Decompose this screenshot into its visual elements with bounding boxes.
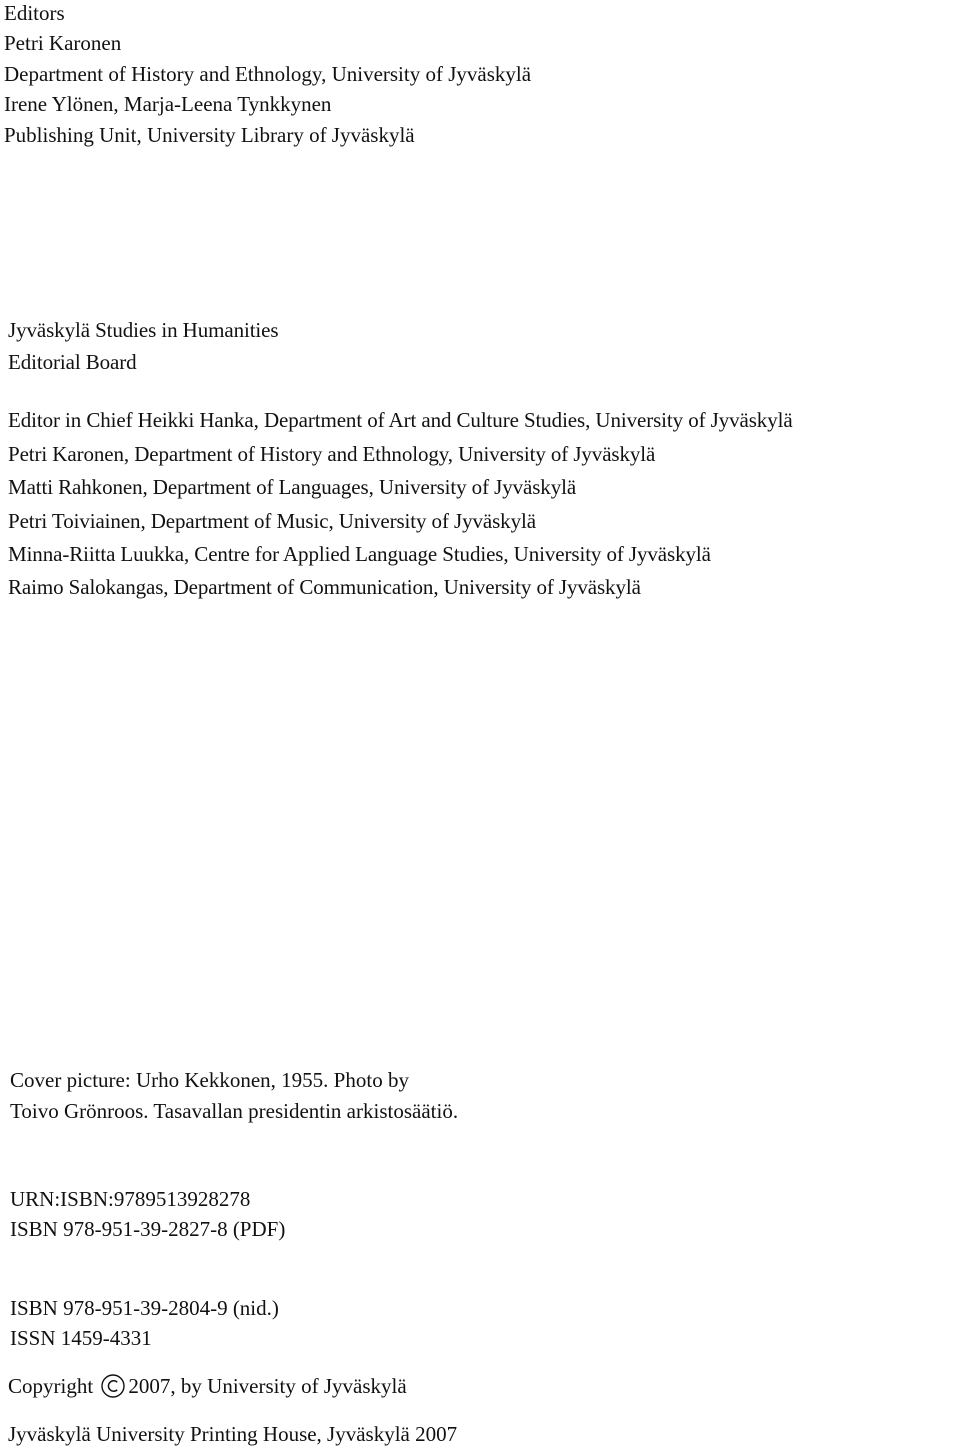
editor-line: Department of History and Ethnology, University of Jyväskylä [4,62,532,86]
urn-isbn: URN:ISBN:9789513928278 [10,1187,251,1211]
isbn-print: ISBN 978-951-39-2804-9 (nid.) [10,1296,279,1320]
editor-line: Irene Ylönen, Marja-Leena Tynkkynen [4,92,332,116]
board-member: Matti Rahkonen, Department of Languages, University of Jyväskylä [8,475,577,499]
copyright-line [8,1373,407,1399]
printer-line [8,1421,457,1447]
copyright-holder: , by University of Jyväskylä [170,1374,407,1398]
board-member: Raimo Salokangas, Department of Communication, University of Jyväskylä [8,575,641,599]
cover-credit-line: Toivo Grönroos. Tasavallan presidentin arkistosäätiö. [10,1099,459,1123]
editor-line: Petri Karonen [4,31,122,55]
editor-line: Publishing Unit, University Library of Jyväskylä [4,123,415,147]
editors-heading: Editors [4,1,65,25]
isbn-pdf: ISBN 978-951-39-2827-8 (PDF) [10,1217,286,1241]
copyright-icon [100,1373,126,1399]
copyright-year: 2007 [128,1374,171,1398]
series-title: Jyväskylä Studies in Humanities [8,318,279,342]
issn: ISSN 1459-4331 [10,1326,152,1350]
copyright-label: Copyright [8,1374,94,1398]
printer-name: Jyväskylä University Printing House, Jyväskylä [8,1422,410,1446]
board-member: Editor in Chief Heikki Hanka, Department of Art and Culture Studies, University of Jyväskylä [8,408,793,432]
board-member: Petri Toiviainen, Department of Music, University of Jyväskylä [8,509,536,533]
board-member: Minna-Riitta Luukka, Centre for Applied Language Studies, University of Jyväskylä [8,542,711,566]
printer-year: 2007 [415,1422,458,1446]
editorial-board-heading: Editorial Board [8,350,137,374]
board-member: Petri Karonen, Department of History and Ethnology, University of Jyväskylä [8,442,656,466]
cover-credit-line: Cover picture: Urho Kekkonen, 1955. Photo by [10,1068,409,1092]
